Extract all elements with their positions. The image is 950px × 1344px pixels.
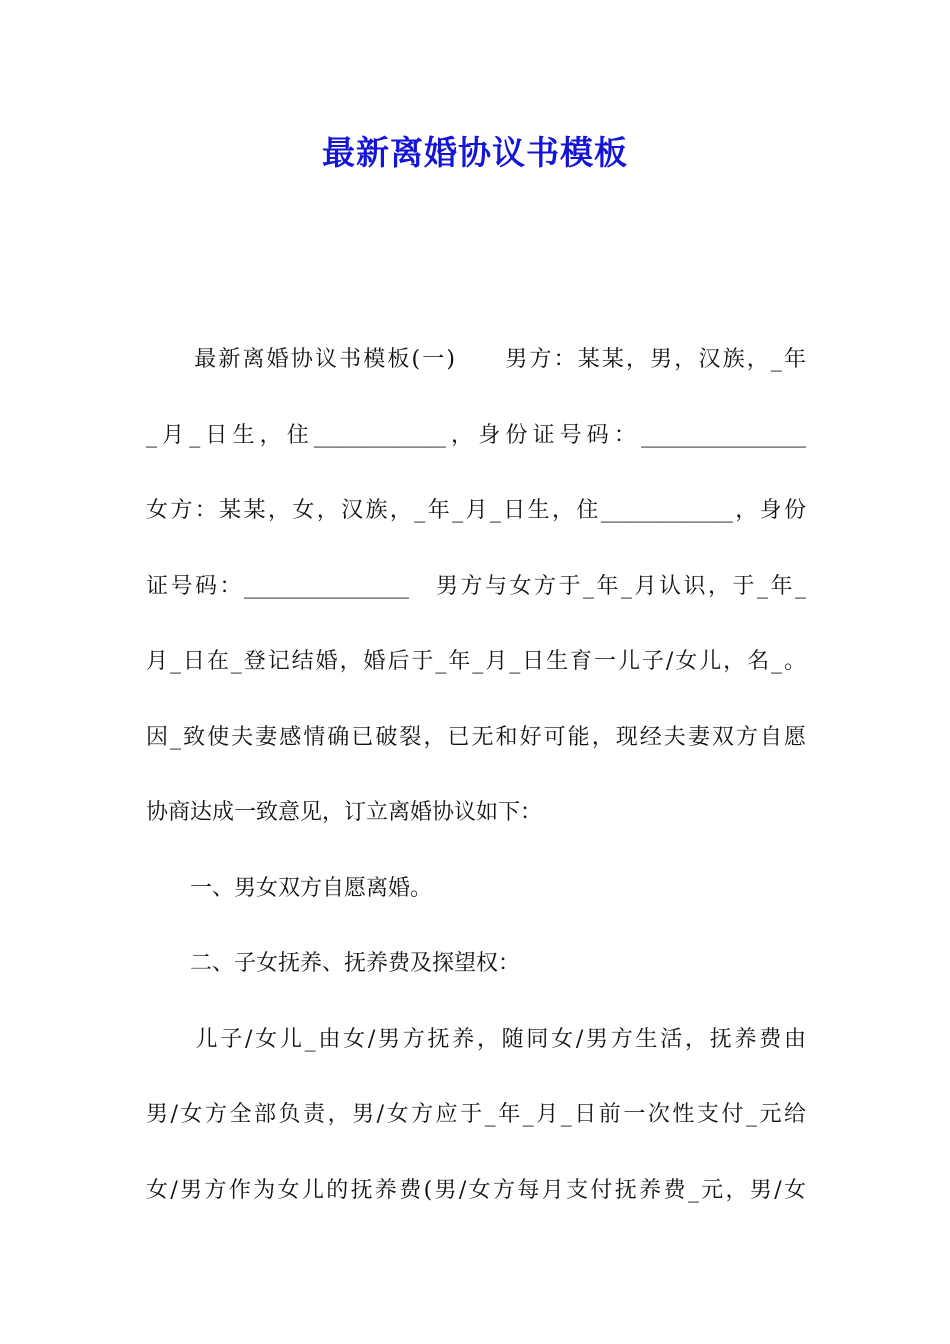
- document-line: 月_日在_登记结婚，婚后于_年_月_日生育一儿子/女儿，名_。: [146, 649, 806, 674]
- document-line: 男/女方全部负责，男/女方应于_年_月_日前一次性支付_元给: [146, 1102, 806, 1127]
- document-body: [146, 336, 806, 1242]
- document-line: 女方：某某，女，汉族，_年_月_日生，住____________，身份: [146, 498, 806, 523]
- document-line: 因_致使夫妻感情确已破裂，已无和好可能，现经夫妻双方自愿: [146, 724, 806, 750]
- document-line: 证号码：_______________ 男方与女方于_年_月认识，于_年_: [146, 573, 806, 599]
- document-line: 儿子/女儿_由女/男方抚养，随同女/男方生活，抚养费由: [146, 1026, 806, 1052]
- document-title: 最新离婚协议书模板: [322, 133, 628, 172]
- document-line: 最新离婚协议书模板(一) 男方：某某，男，汉族，_年: [146, 347, 806, 372]
- document-line: 协商达成一致意见，订立离婚协议如下：: [146, 800, 543, 825]
- document-line: _月_日生，住____________，身份证号码：_______________: [146, 422, 806, 448]
- document-line: 一、男女双方自愿离婚。: [146, 875, 433, 901]
- document-line: 女/男方作为女儿的抚养费(男/女方每月支付抚养费_元，男/女: [146, 1177, 806, 1203]
- document-line: 二、子女抚养、抚养费及探望权：: [146, 951, 521, 976]
